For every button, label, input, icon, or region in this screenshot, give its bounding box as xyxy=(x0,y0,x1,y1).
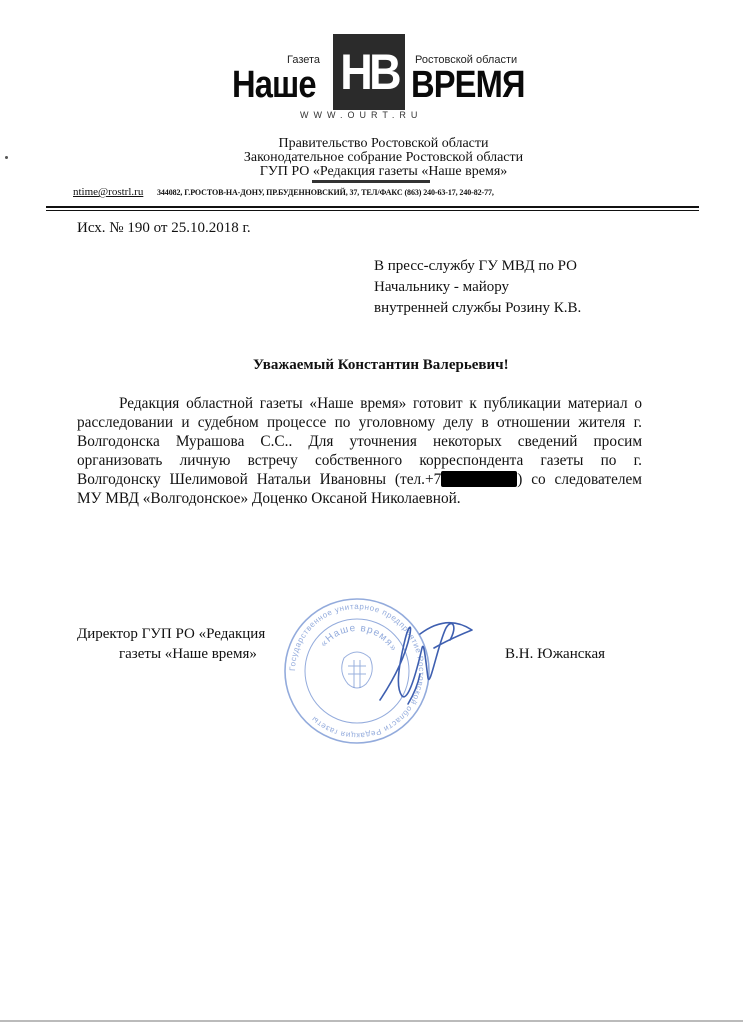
outgoing-reference: Исх. № 190 от 25.10.2018 г. xyxy=(77,220,251,236)
body-line-with-redaction xyxy=(77,470,642,489)
redacted-phone xyxy=(441,471,517,487)
header-divider-thin xyxy=(46,210,699,211)
signature-title-line-1: Директор ГУП РО «Редакция xyxy=(77,626,266,642)
contact-address: 344082, Г.РОСТОВ-НА-ДОНУ, ПР.БУДЕННОВСКИЙ, 37, ТЕЛ/ФАКС (863) 240-63-17, 240-82-77, xyxy=(157,188,494,197)
recipient-line: В пресс-службу ГУ МВД по РО xyxy=(374,258,577,274)
stamp-inner-text: «Наше время» xyxy=(318,622,400,654)
logo-mark-letters: НВ xyxy=(340,44,398,100)
logo-url: WWW.OURT.RU xyxy=(300,110,423,120)
greeting: Уважаемый Константин Валерьевич! xyxy=(253,357,509,373)
logo-mark xyxy=(333,34,405,110)
recipient-line: внутренней службы Розину К.В. xyxy=(374,300,582,316)
body-line: расследовании и судебном процессе по уголовному делу в отношении жителя г. xyxy=(77,414,642,431)
signatory-name: В.Н. Южанская xyxy=(505,646,606,662)
header-divider-thick xyxy=(46,206,699,208)
recipient-block xyxy=(374,256,581,319)
handwritten-signature xyxy=(368,604,488,714)
recipient-line: Начальнику - майору xyxy=(374,279,510,295)
header-short-rule xyxy=(312,180,430,183)
body-line: Волгодонска Мурашова С.С.. Для уточнения некоторых сведений просим xyxy=(77,433,642,450)
body-line-part: ) со следователем xyxy=(517,471,642,488)
stamp-outer-text: Государственное унитарное предприятие Ростовской области Редакция газеты xyxy=(287,601,427,741)
body-line: организовать личную встречу собственного корреспондента газеты по г. xyxy=(77,452,642,469)
logo-label-region: Ростовской области xyxy=(415,54,518,66)
org-line-government: Правительство Ростовской области xyxy=(278,136,489,151)
body-line: МУ МВД «Волгодонское» Доценко Оксаной Николаевной. xyxy=(77,490,461,507)
body-line: Редакция областной газеты «Наше время» готовит к публикации материал о xyxy=(119,395,642,412)
org-line-publisher: ГУП РО «Редакция газеты «Наше время» xyxy=(259,164,508,179)
logo-label-gazeta: Газета xyxy=(287,54,321,66)
body-line-part: Волгодонску Шелимовой Натальи Ивановны (тел.+7 xyxy=(77,471,442,488)
scan-bottom-edge xyxy=(0,1020,743,1022)
scan-dot xyxy=(5,156,8,159)
logo-word-vremya: ВРЕМЯ xyxy=(411,64,525,106)
letter-body xyxy=(77,394,642,508)
signature-title-line-2: газеты «Наше время» xyxy=(119,646,257,662)
contact-email: ntime@rostrl.ru xyxy=(73,186,144,198)
org-line-assembly: Законодательное собрание Ростовской области xyxy=(243,150,524,165)
logo-word-nashe: Наше xyxy=(232,64,316,106)
